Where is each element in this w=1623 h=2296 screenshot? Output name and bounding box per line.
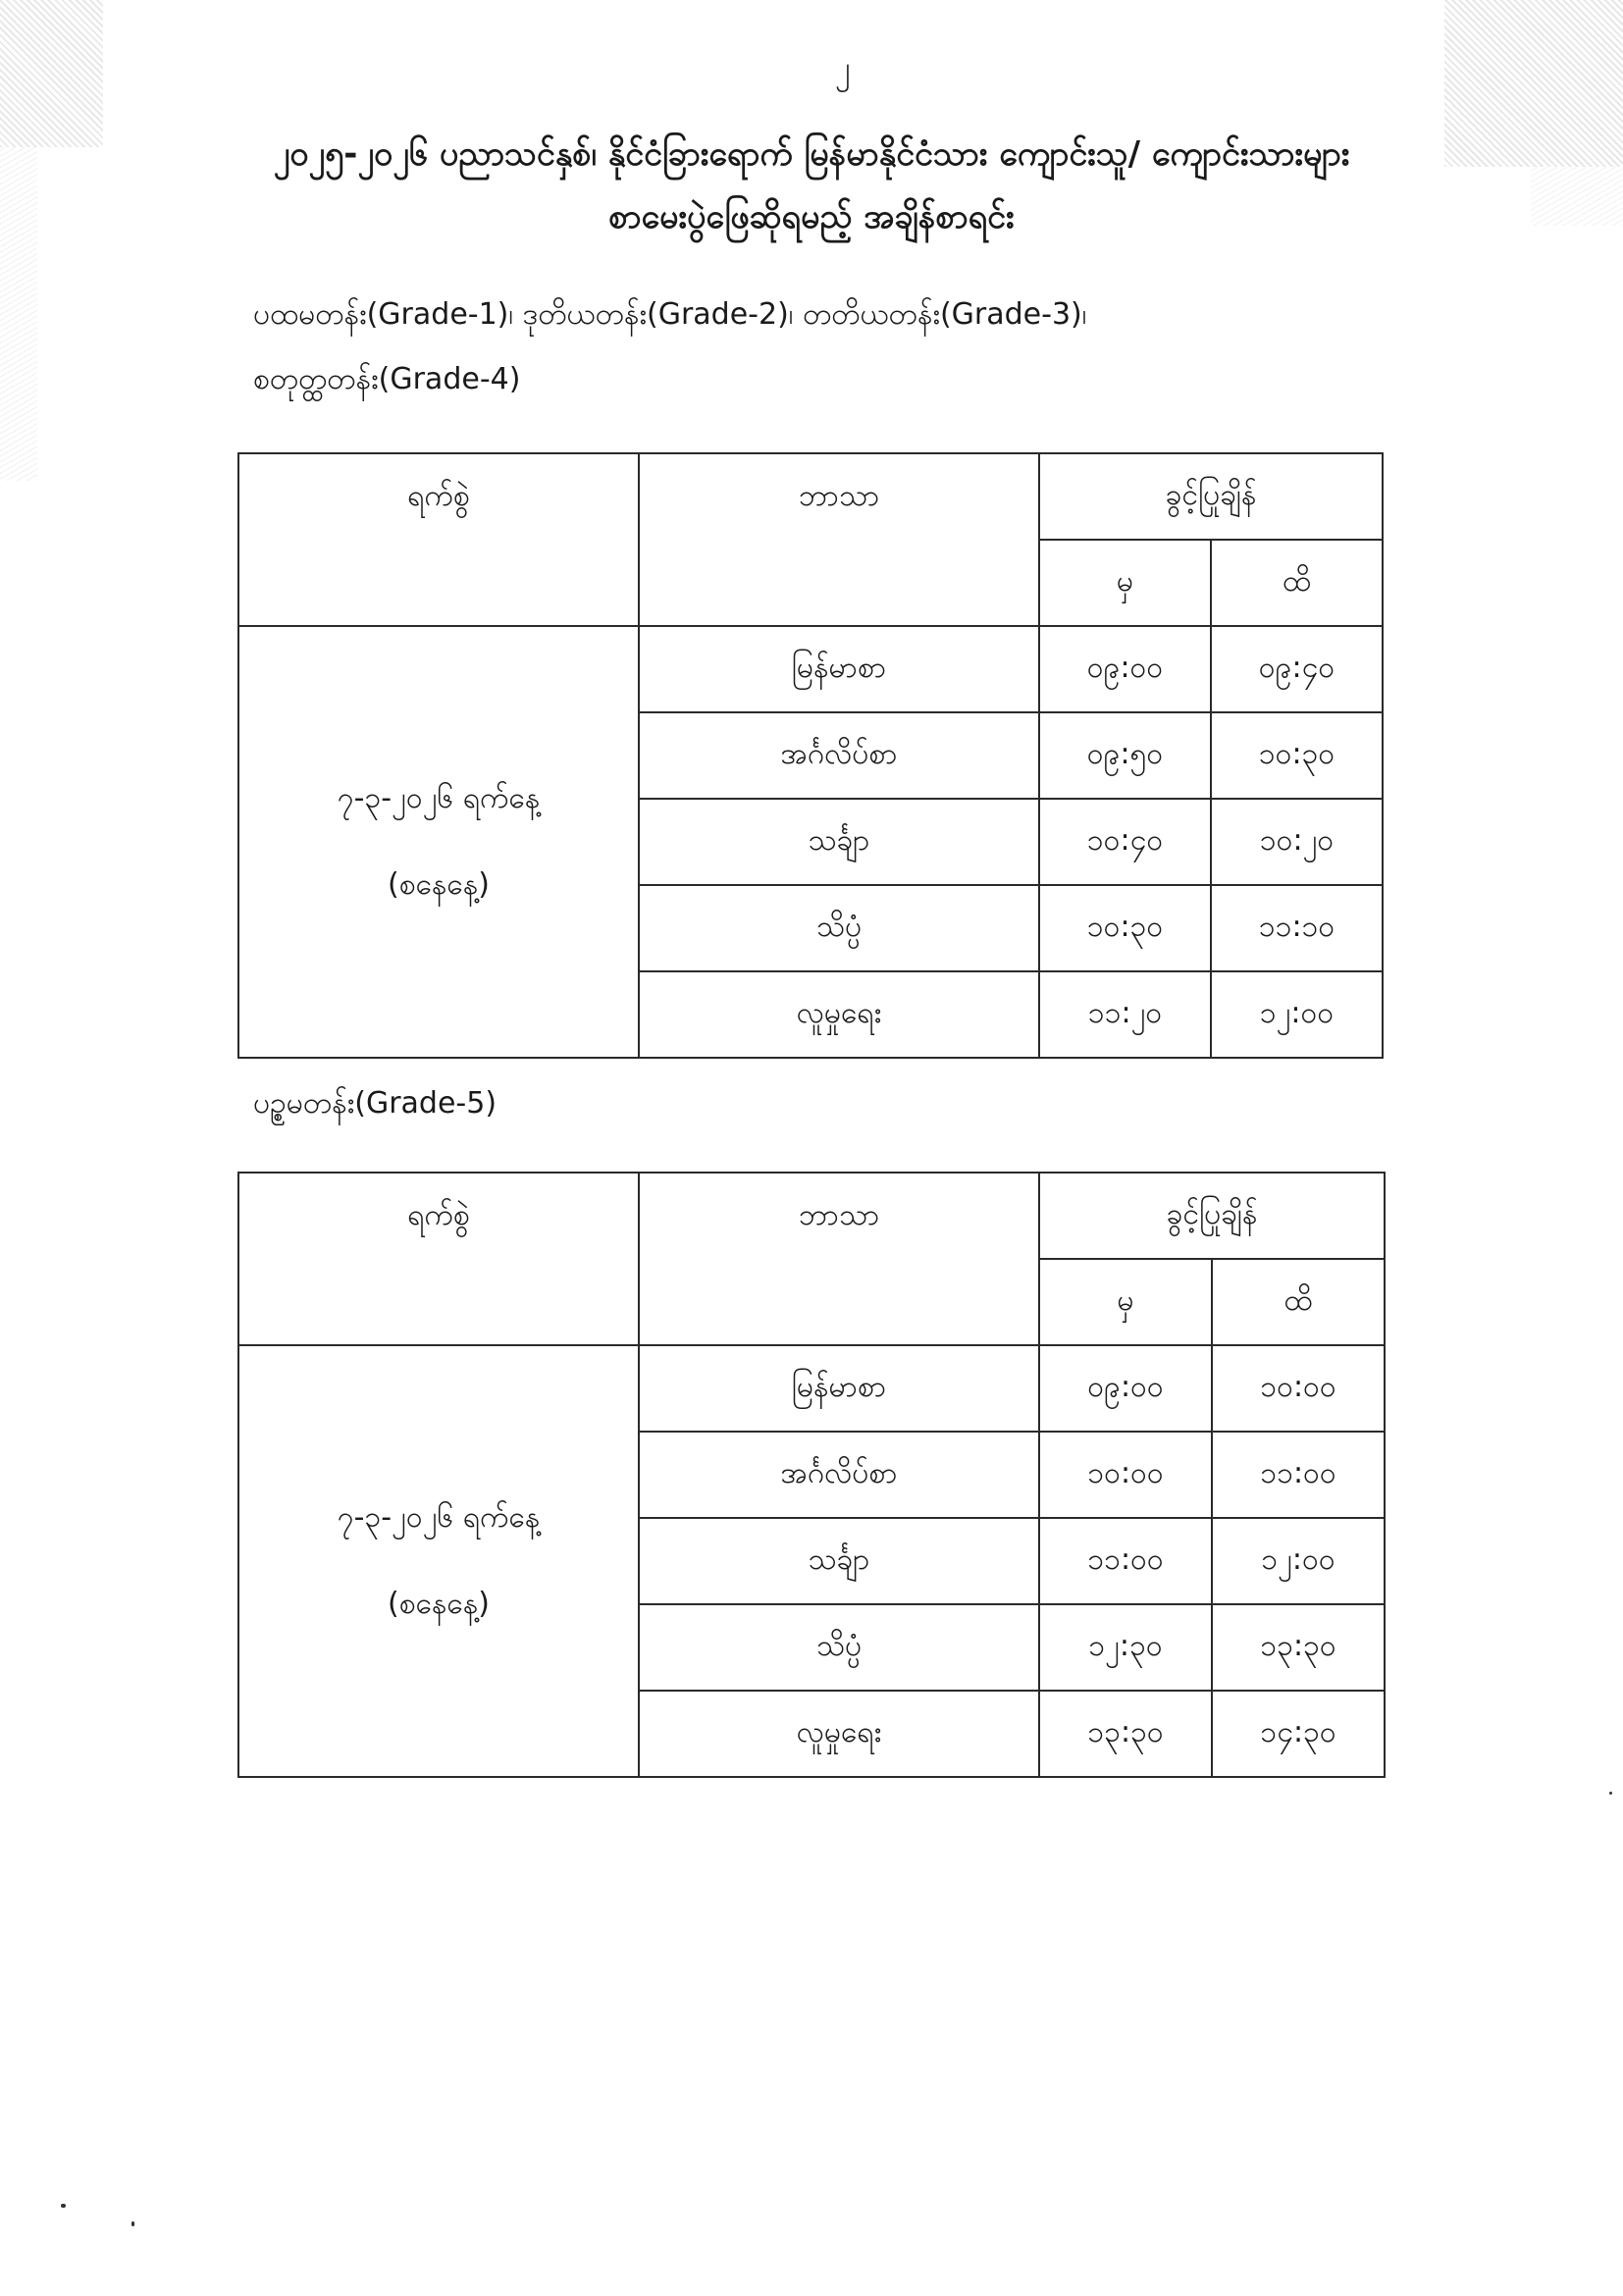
header-date: ရက်စွဲ <box>238 453 639 626</box>
subject-cell: သိပ္ပံ <box>639 885 1039 971</box>
time-to-cell: ၀၉:၄၀ <box>1211 626 1383 712</box>
header-to: ထိ <box>1211 540 1383 626</box>
time-to-cell: ၁၀:၃၀ <box>1211 712 1383 799</box>
scan-noise-top-right <box>1444 0 1623 167</box>
time-to-cell: ၁၂:၀၀ <box>1211 971 1383 1058</box>
scan-speck <box>131 2221 134 2226</box>
date-text: ၇-၃-၂၀၂၆ ရက်နေ့ <box>337 1500 541 1535</box>
time-to-cell: ၁၄:၃၀ <box>1212 1691 1385 1777</box>
date-text: ၇-၃-၂၀၂၆ ရက်နေ့ <box>337 781 541 815</box>
date-cell <box>238 1345 639 1777</box>
subject-cell: လူမှုရေး <box>639 971 1039 1058</box>
time-from-cell: ၀၉:၀၀ <box>1039 1345 1212 1432</box>
subject-cell: သင်္ချာ <box>639 1518 1039 1604</box>
subject-cell: လူမှုရေး <box>639 1691 1039 1777</box>
time-to-cell: ၁၁:၁၀ <box>1211 885 1383 971</box>
document-title-line-1: ၂၀၂၅-၂၀၂၆ ပညာသင်နှစ်၊ နိုင်ငံခြားရောက် မြန်မာနိုင်ငံသား ကျောင်းသူ/ ကျောင်းသားများ <box>273 134 1350 174</box>
subject-cell: မြန်မာစာ <box>639 1345 1039 1432</box>
time-to-cell: ၁၀:၂၀ <box>1211 799 1383 885</box>
scan-speck <box>1609 1792 1612 1795</box>
grades-heading-1: ပထမတန်း(Grade-1)၊ ဒုတိယတန်း(Grade-2)၊ တတိယတန်း(Grade-3)၊ <box>253 297 1087 332</box>
subject-cell: မြန်မာစာ <box>639 626 1039 712</box>
exam-schedule-table-grades-1-4 <box>237 452 1384 1059</box>
time-from-cell: ၁၁:၂၀ <box>1039 971 1211 1058</box>
day-text: (စနေနေ့) <box>388 867 490 902</box>
time-to-cell: ၁၃:၃၀ <box>1212 1604 1385 1691</box>
subject-cell: သင်္ချာ <box>639 799 1039 885</box>
time-to-cell: ၁၂:၀၀ <box>1212 1518 1385 1604</box>
header-from: မှ <box>1039 540 1211 626</box>
scan-noise-left-edge <box>0 147 37 481</box>
time-to-cell: ၁၀:၀၀ <box>1212 1345 1385 1432</box>
time-from-cell: ၀၉:၀၀ <box>1039 626 1211 712</box>
time-from-cell: ၁၂:၃၀ <box>1039 1604 1212 1691</box>
header-to: ထိ <box>1212 1259 1385 1345</box>
grades-heading-3: ပဉ္စမတန်း(Grade-5) <box>253 1086 497 1121</box>
time-from-cell: ၀၉:၅၀ <box>1039 712 1211 799</box>
subject-cell: သိပ္ပံ <box>639 1604 1039 1691</box>
scan-noise-top-left <box>0 0 103 147</box>
header-subject: ဘာသာ <box>639 1173 1039 1345</box>
header-subject: ဘာသာ <box>639 453 1039 626</box>
header-allowed-time: ခွင့်ပြုချိန် <box>1039 1173 1385 1259</box>
subject-cell: အင်္ဂလိပ်စာ <box>639 712 1039 799</box>
time-from-cell: ၁၀:၄၀ <box>1039 799 1211 885</box>
scan-speck <box>61 2204 66 2208</box>
date-cell <box>238 626 639 1058</box>
header-date: ရက်စွဲ <box>238 1173 639 1345</box>
page-number: ၂ <box>835 49 851 86</box>
day-text: (စနေနေ့) <box>388 1587 490 1621</box>
document-title-line-2: စာမေးပွဲဖြေဆိုရမည့် အချိန်စာရင်း <box>608 197 1015 236</box>
header-from: မှ <box>1039 1259 1212 1345</box>
time-from-cell: ၁၁:၀၀ <box>1039 1518 1212 1604</box>
scan-noise-right-edge <box>1531 167 1623 226</box>
time-from-cell: ၁၀:၃၀ <box>1039 885 1211 971</box>
header-allowed-time: ခွင့်ပြုချိန် <box>1039 453 1383 540</box>
time-from-cell: ၁၀:၀၀ <box>1039 1432 1212 1518</box>
time-from-cell: ၁၃:၃၀ <box>1039 1691 1212 1777</box>
exam-schedule-table-grade-5 <box>237 1172 1386 1778</box>
subject-cell: အင်္ဂလိပ်စာ <box>639 1432 1039 1518</box>
time-to-cell: ၁၁:၀၀ <box>1212 1432 1385 1518</box>
grades-heading-2: စတုတ္ထတန်း(Grade-4) <box>253 362 521 396</box>
